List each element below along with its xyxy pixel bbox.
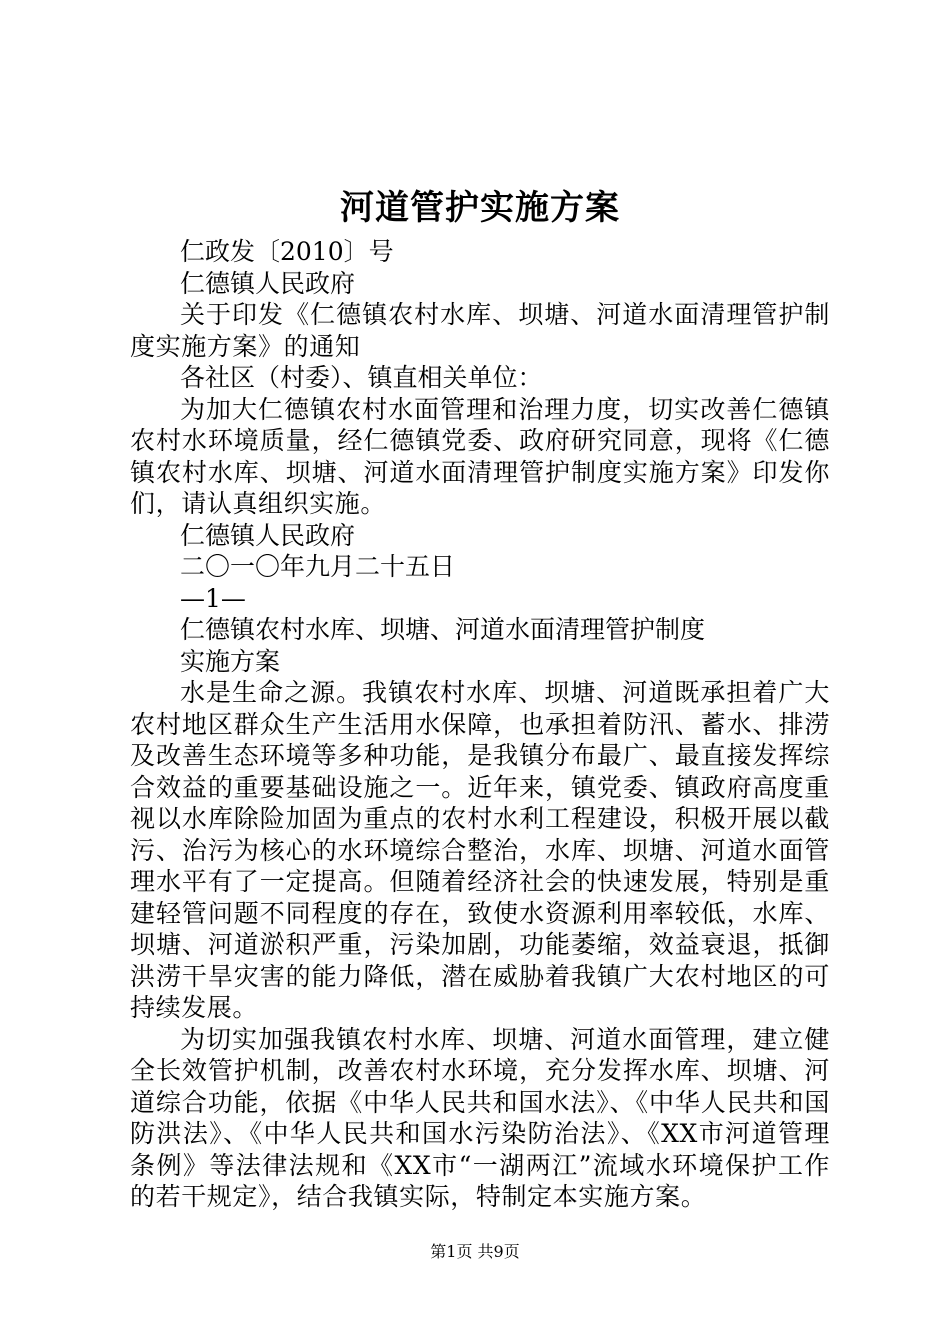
notice-title: 关于印发《仁德镇农村水库、坝塘、河道水面清理管护制度实施方案》的通知 <box>130 300 830 361</box>
doc-number: 仁政发〔2010〕号 <box>180 237 394 266</box>
body-paragraph-1: 水是生命之源。我镇农村水库、坝塘、河道既承担着广大农村地区群众生产生活用水保障，也承担着防汛、蓄水、排涝及改善生态环境等多种功能，是我镇分布最广、最直接发挥综合效益的重要基础设施之一。近年来，镇党委、镇政府高度重视以水库除险加固为重点的农村水利工程建设，积极开展以截污、治污为核心的水环境综合整治，水库、坝塘、河道水面管理水平有了一定提高。但随着经济社会的快速发展，特别是重建轻管问题不同程度的存在，致使水资源利用率较低，水库、坝塘、河道淤积严重，污染加剧，功能萎缩，效益衰退，抵御洪涝干旱灾害的能力降低，潜在威胁着我镇广大农村地区的可持续发展。 <box>130 678 830 1022</box>
notice-body: 为加大仁德镇农村水面管理和治理力度，切实改善仁德镇农村水环境质量，经仁德镇党委、政府研究同意，现将《仁德镇农村水库、坝塘、河道水面清理管护制度实施方案》印发你们，请认真组织实施。 <box>130 394 830 518</box>
issuer: 仁德镇人民政府 <box>180 268 356 298</box>
signature: 仁德镇人民政府 <box>180 520 356 550</box>
page-footer: 第1页 共9页 <box>430 1242 520 1261</box>
document-title: 河道管护实施方案 <box>340 188 620 228</box>
plan-title-line1: 仁德镇农村水库、坝塘、河道水面清理管护制度 <box>180 615 706 644</box>
issue-date: 二〇一〇年九月二十五日 <box>180 552 456 581</box>
plan-title-line2: 实施方案 <box>180 646 281 676</box>
page-mark: —1— <box>180 583 246 613</box>
recipients: 各社区（村委）、镇直相关单位： <box>180 363 543 392</box>
body-paragraph-2: 为切实加强我镇农村水库、坝塘、河道水面管理，建立健全长效管护机制，改善农村水环境，充分发挥水库、坝塘、河道综合功能，依据《中华人民共和国水法》、《中华人民共和国防洪法》、《中华人民共和国水污染防治法》、《XX市河道管理条例》等法律法规和《XX市“一湖两江”流域水环境保护工作的若干规定》，结合我镇实际，特制定本实施方案。 <box>130 1024 830 1211</box>
document-page <box>130 184 830 1213</box>
